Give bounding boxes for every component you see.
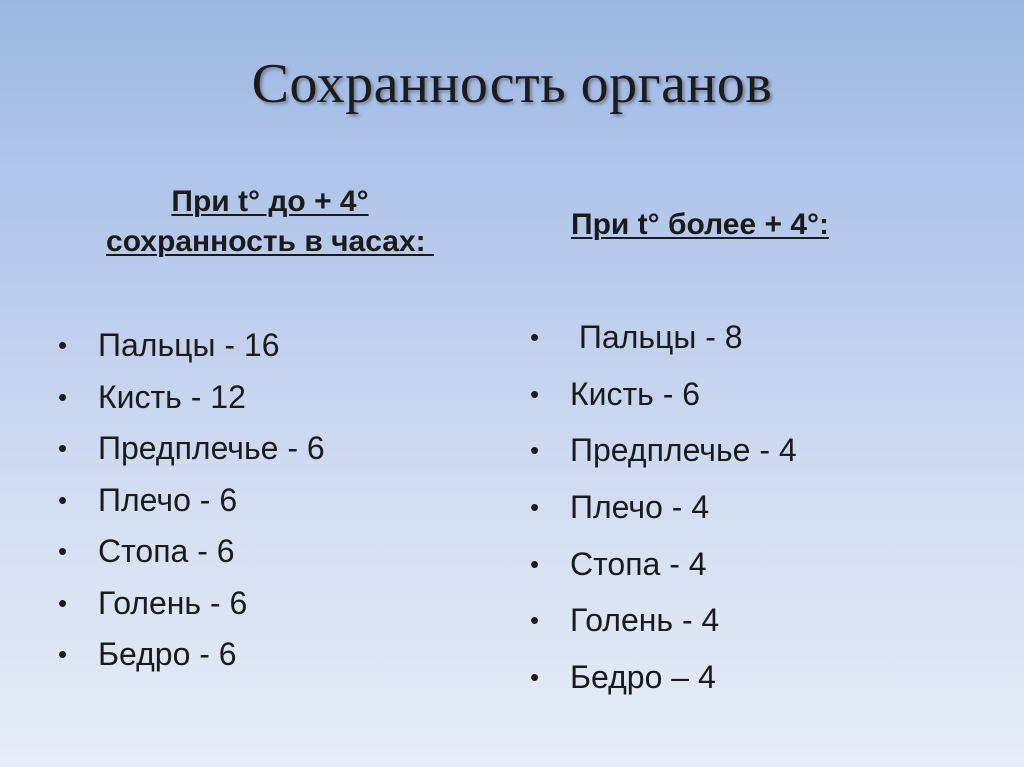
list-item <box>58 631 325 683</box>
list-item-text: Плечо - 6 <box>98 481 238 518</box>
list-item-text: Голень - 6 <box>98 584 248 621</box>
list-item <box>530 427 797 484</box>
list-item <box>530 484 797 541</box>
list-item-text: Голень - 4 <box>570 602 720 639</box>
list-item-text: Предплечье - 6 <box>98 430 325 466</box>
list-item <box>530 314 797 371</box>
list-item-text: Предплечье - 4 <box>570 432 797 469</box>
list-item-text: Кисть - 6 <box>570 375 701 412</box>
bullet-icon: • <box>530 435 540 466</box>
list-item <box>58 374 325 426</box>
slide-title: Сохранность органов <box>251 53 773 115</box>
bullet-icon: • <box>58 536 68 566</box>
list-item <box>58 322 325 374</box>
left-column-list <box>58 322 325 683</box>
list-item-text: Бедро – 4 <box>570 659 716 696</box>
bullet-icon: • <box>530 322 540 352</box>
bullet-icon: • <box>530 492 540 523</box>
right-column-list <box>530 314 797 711</box>
list-item <box>530 654 797 711</box>
bullet-icon: • <box>58 330 68 360</box>
list-item <box>530 541 797 598</box>
list-item <box>530 597 797 654</box>
left-column-heading: При t° до + 4° сохранность в часах: <box>106 185 426 258</box>
bullet-icon: • <box>58 381 68 412</box>
bullet-icon: • <box>530 548 540 579</box>
list-item-text: Стопа - 4 <box>570 545 707 582</box>
bullet-icon: • <box>58 639 68 669</box>
list-item-text: Плечо - 4 <box>570 489 710 526</box>
bullet-icon: • <box>58 484 68 515</box>
list-item <box>58 580 325 632</box>
list-item <box>58 425 325 477</box>
list-item <box>58 477 325 529</box>
list-item <box>58 528 325 580</box>
list-item-text: Стопа - 6 <box>98 533 235 569</box>
list-item <box>530 371 797 428</box>
right-column-heading: При t° более + 4°: <box>571 208 829 241</box>
list-item-text: Бедро - 6 <box>98 636 237 672</box>
bullet-icon: • <box>58 433 68 463</box>
list-item-text: Пальцы - 16 <box>98 327 280 363</box>
bullet-icon: • <box>530 605 540 636</box>
bullet-icon: • <box>530 378 540 409</box>
list-item-text: Пальцы - 8 <box>570 319 743 355</box>
list-item-text: Кисть - 12 <box>98 378 246 415</box>
bullet-icon: • <box>58 587 68 618</box>
bullet-icon: • <box>530 662 540 693</box>
